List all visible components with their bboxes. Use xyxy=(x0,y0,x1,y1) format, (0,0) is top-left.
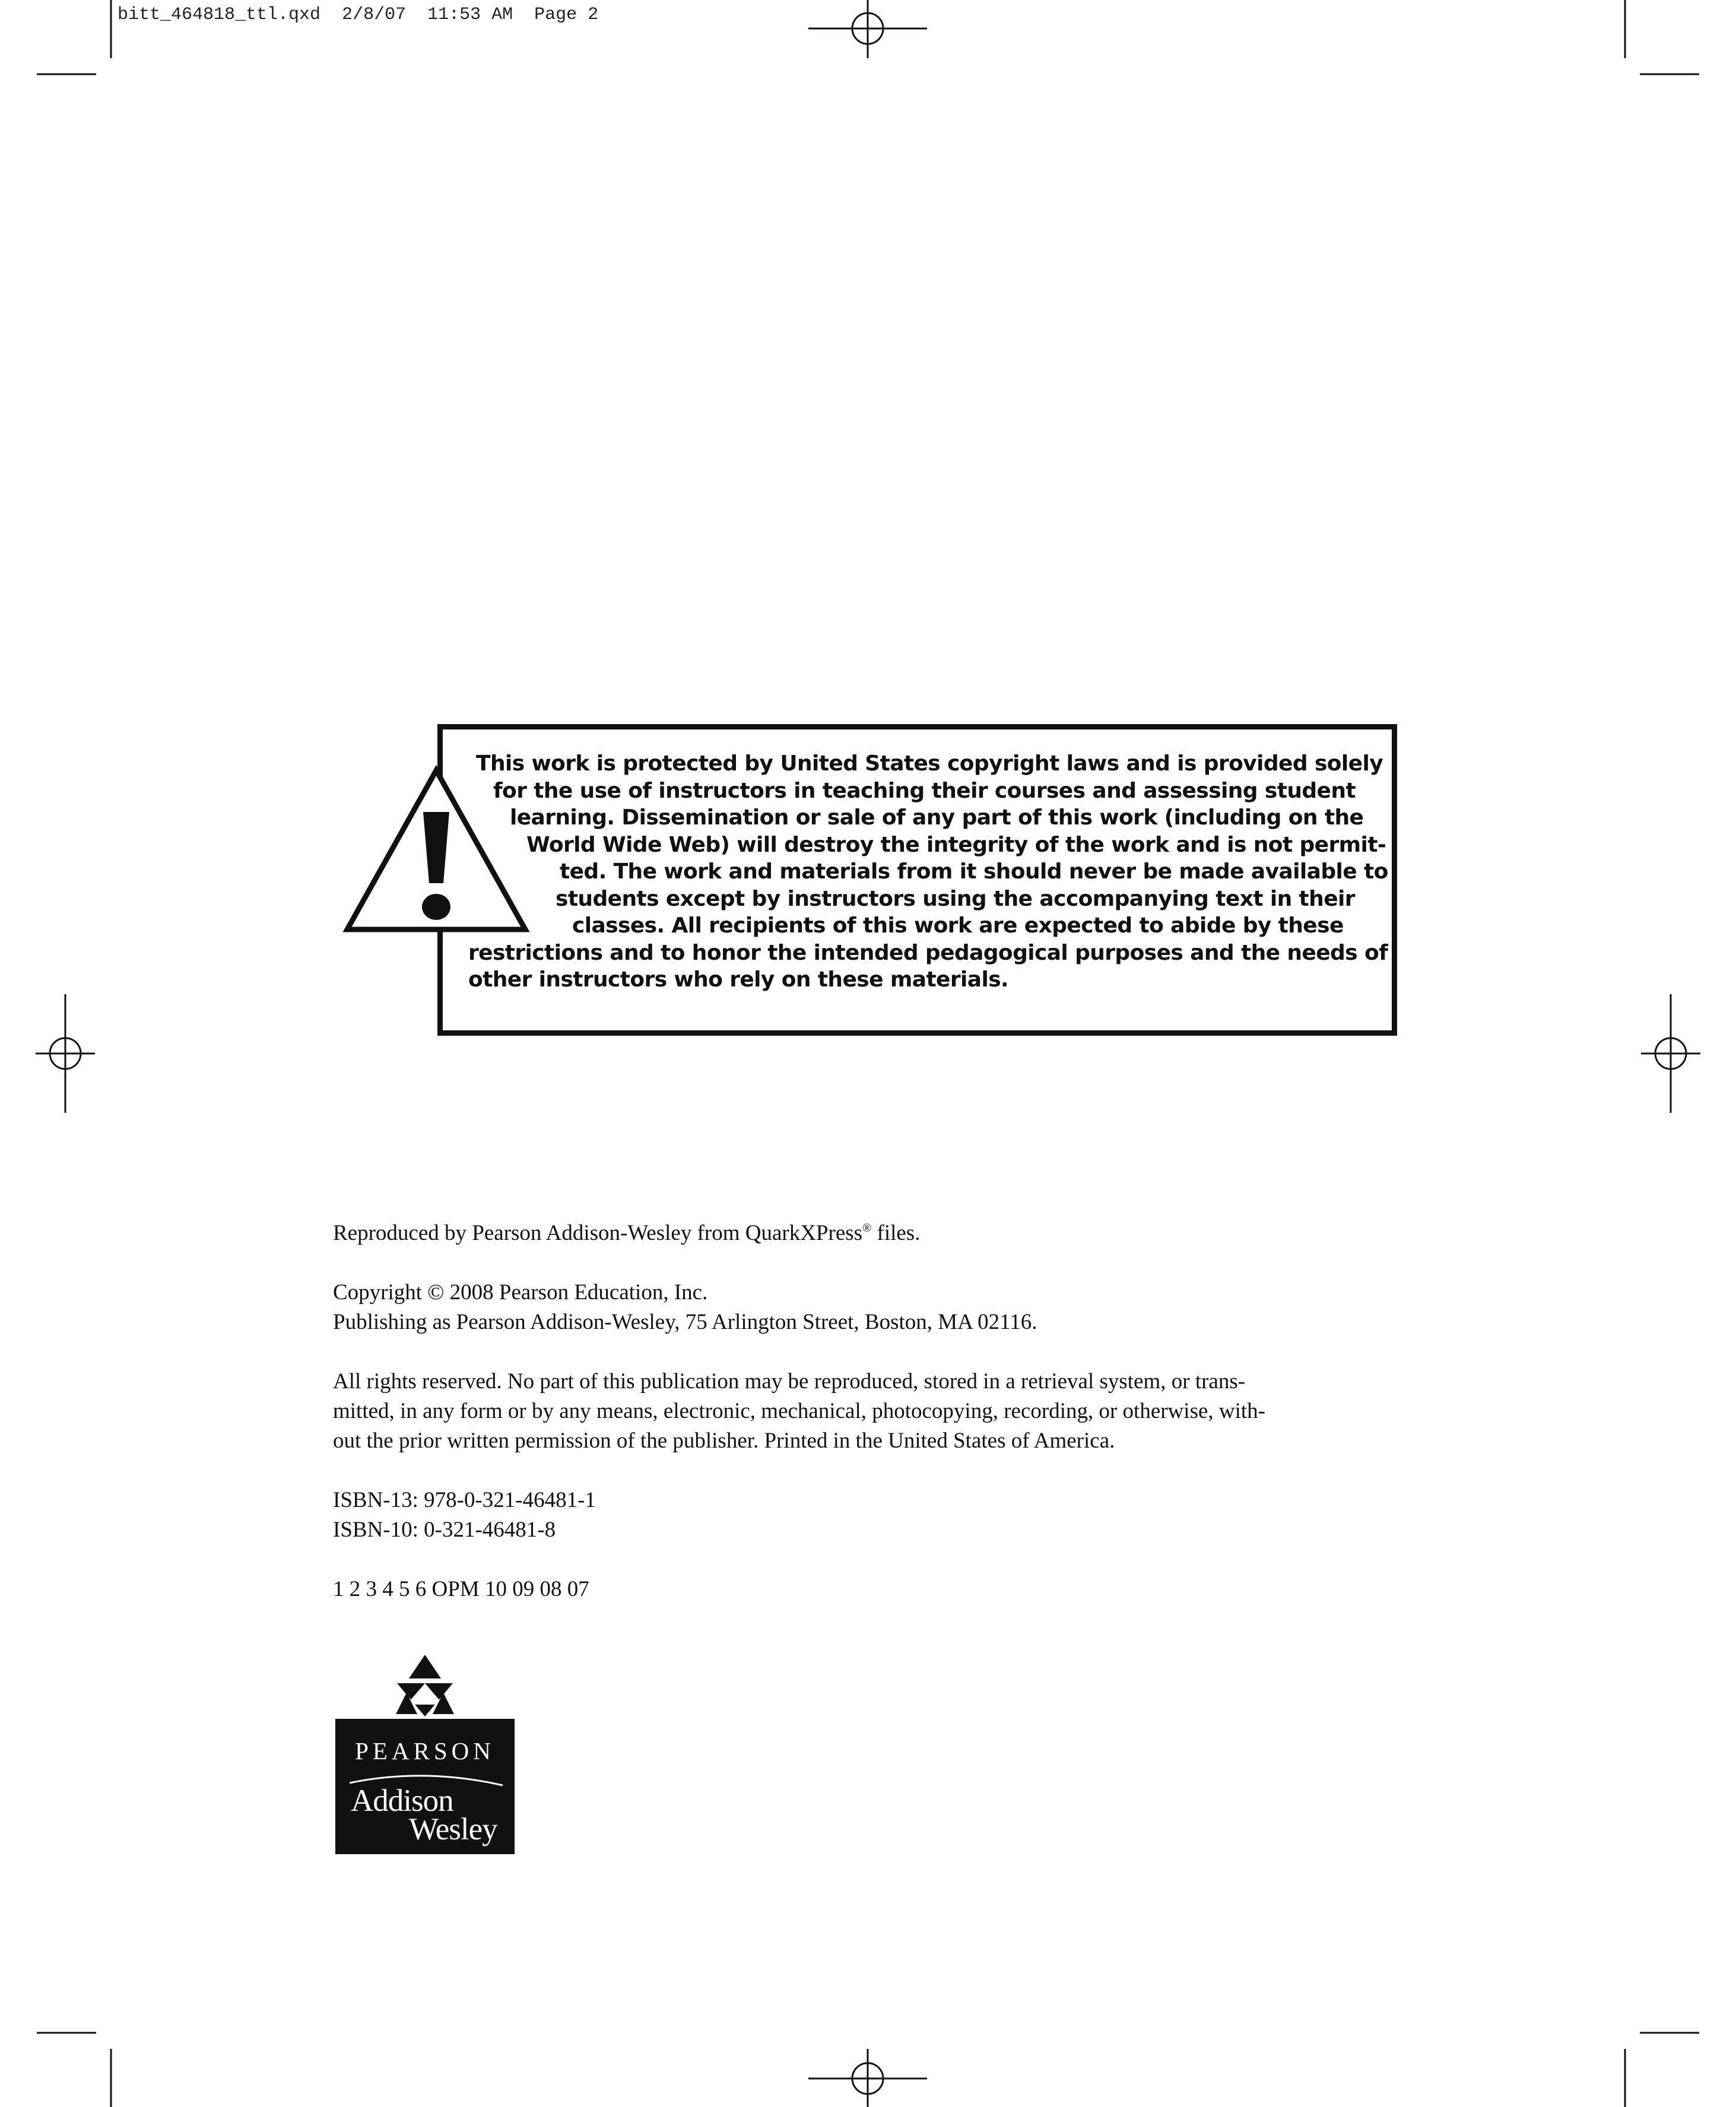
isbn-13: ISBN-13: 978-0-321-46481-1 xyxy=(333,1488,596,1512)
reproduced-note: Reproduced by Pearson Addison-Wesley from QuarkXPress® files. xyxy=(333,1221,921,1245)
file-slug-line: bitt_464818_ttl.qxd 2/8/07 11:53 AM Page 2 xyxy=(118,5,599,25)
warning-line: restrictions and to honor the intended pedagogical purposes and the needs of xyxy=(468,940,1388,965)
pearson-triangles-logo-icon xyxy=(335,1655,515,1720)
rights-line: All rights reserved. No part of this publication may be reproduced, stored in a retrieval system, or trans- xyxy=(333,1369,1246,1394)
registered-mark: ® xyxy=(862,1221,872,1235)
warning-line: students except by instructors using the accompanying text in their xyxy=(556,886,1355,911)
copyright-line: Copyright © 2008 Pearson Education, Inc. xyxy=(333,1280,708,1305)
publishing-line: Publishing as Pearson Addison-Wesley, 75 Arlington Street, Boston, MA 02116. xyxy=(333,1310,1037,1334)
printing-line: 1 2 3 4 5 6 OPM 10 09 08 07 xyxy=(333,1577,589,1601)
pearson-addison-wesley-logo xyxy=(335,1655,515,1854)
warning-line: This work is protected by United States copyright laws and is provided solely xyxy=(476,751,1383,776)
logo-box xyxy=(335,1719,515,1854)
isbn-10: ISBN-10: 0-321-46481-8 xyxy=(333,1518,556,1542)
rights-reserved xyxy=(333,1367,1413,1456)
warning-line: other instructors who rely on these materials. xyxy=(468,967,1009,992)
copyright-page-text xyxy=(333,1213,1413,1634)
warning-line: learning. Dissemination or sale of any part of this work (including on the xyxy=(510,805,1364,830)
warning-line: for the use of instructors in teaching their courses and assessing student xyxy=(493,778,1356,803)
copyright-notice xyxy=(333,1278,1413,1337)
warning-line: ted. The work and materials from it should never be made available to xyxy=(560,859,1388,884)
isbn-block xyxy=(333,1486,1413,1545)
rights-line: mitted, in any form or by any means, electronic, mechanical, photocopying, recording, or otherwise, with- xyxy=(333,1399,1266,1423)
warning-line: classes. All recipients of this work are expected to abide by these xyxy=(572,913,1344,938)
logo-imprint-line1: Addison xyxy=(351,1784,453,1818)
warning-line: World Wide Web) will destroy the integrity of the work and is not permit- xyxy=(526,832,1386,857)
logo-imprint-line2: Wesley xyxy=(409,1812,497,1846)
logo-brand: PEARSON xyxy=(355,1737,495,1765)
copyright-warning-text xyxy=(463,750,1388,994)
rights-line: out the prior written permission of the publisher. Printed in the United States of America. xyxy=(333,1429,1115,1453)
